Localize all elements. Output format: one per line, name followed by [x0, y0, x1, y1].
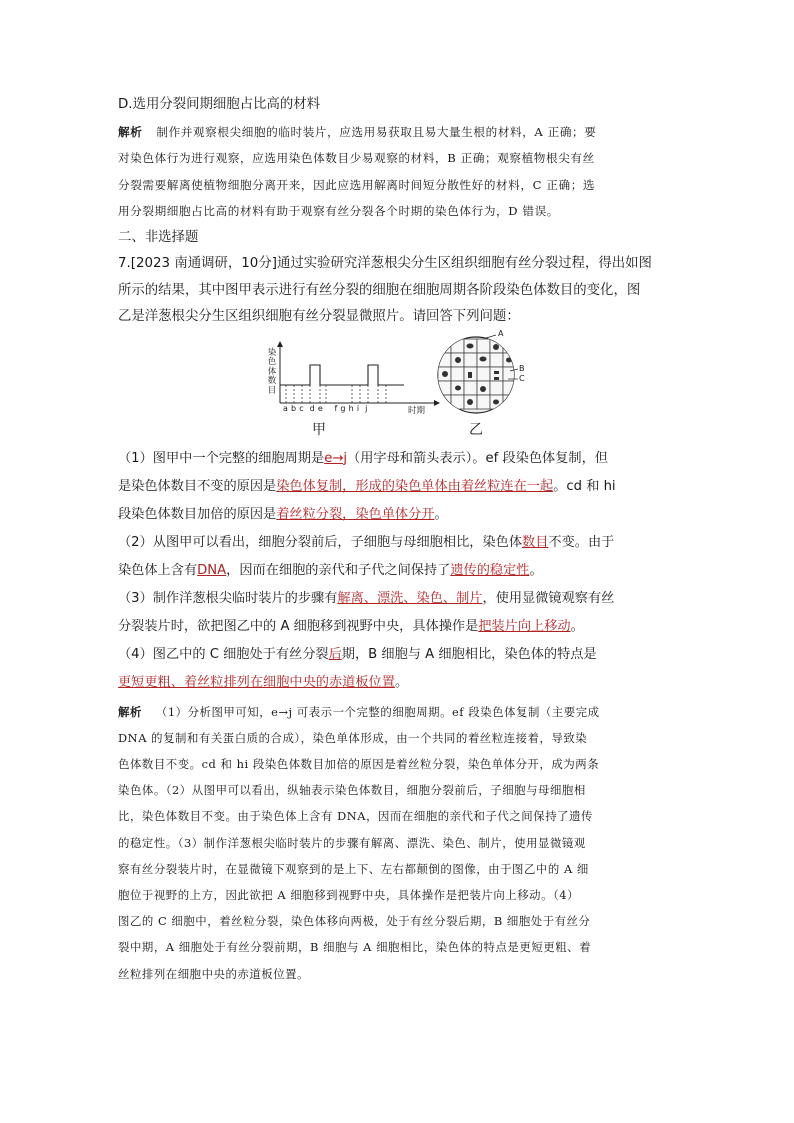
explanation-line: 比，染色体数目不变。由于染色体上含有 DNA，因而在细胞的亲代和子代之间保持了遗传: [118, 809, 593, 824]
answer-7: 解离、漂洗、染色、制片: [337, 590, 483, 606]
answer-3: 着丝粒分裂，染色单体分开: [276, 506, 435, 522]
figure-a-ylabel: 染 色 体 数 目: [267, 347, 277, 396]
figure-b-micrograph: [436, 333, 526, 419]
q3-text: 。: [570, 618, 584, 634]
explanation-2: [118, 699, 678, 987]
q2-text: （2）从图甲可以看出，细胞分裂前后，子细胞与母细胞相比，染色体: [118, 534, 523, 550]
document-page: [118, 92, 678, 987]
explanation-label: 解析: [118, 704, 142, 719]
q1-text: 是染色体数目不变的原因是: [118, 478, 277, 494]
explanation-line: 对染色体行为进行观察，应选用染色体数目少易观察的材料，B 正确；观察植物根尖有丝: [118, 151, 595, 165]
q1-text: （用字母和箭头表示）。ef 段染色体复制，但: [347, 450, 608, 466]
explanation-line: 用分裂期细胞占比高的材料有助于观察有丝分裂各个时期的染色体行为，D 错误。: [118, 204, 559, 218]
q2-text: ，因而在细胞的亲代和子代之间保持了: [226, 562, 451, 578]
q3-text: 分裂装片时，欲把图乙中的 A 细胞移到视野中央，具体操作是: [118, 618, 479, 634]
q1-text: 。cd 和 hi: [553, 478, 616, 494]
micro-label-c: C: [519, 373, 525, 383]
explanation-line: 色体数目不变。cd 和 hi 段染色体数目加倍的原因是着丝粒分裂，染色单体分开，成为两条: [118, 756, 600, 771]
explanation-line: DNA 的复制和有关蛋白质的合成），染色单体形成，由一个共同的着丝粒连接着，导致染: [118, 730, 588, 745]
q2-text: 不变。由于: [548, 534, 615, 550]
q1-text: 。: [434, 506, 448, 522]
answer-9: 后: [328, 646, 342, 662]
stem-line: 乙是洋葱根尖分生区组织细胞有丝分裂显微照片。请回答下列问题：: [118, 309, 520, 324]
explanation-line: 制作并观察根尖细胞的临时装片，应选用易获取且易大量生根的材料，A 正确；要: [156, 124, 597, 139]
explanation-line: 染色体。（2）从图甲可以看出，纵轴表示染色体数目，细胞分裂前后，子细胞与母细胞相: [118, 783, 586, 798]
q4-text: 。: [394, 674, 409, 690]
option-d: D.选用分裂间期细胞占比高的材料: [118, 97, 321, 112]
figure-a-caption: 甲: [312, 421, 326, 438]
answer-8: 把装片向上移动: [478, 618, 571, 634]
answer-6: 遗传的稳定性: [450, 562, 530, 578]
stem-line: 所示的结果，其中图甲表示进行有丝分裂的细胞在细胞周期各阶段染色体数目的变化，图: [118, 282, 641, 298]
figure-a-ticks: a b c d e f g h i j: [283, 403, 368, 413]
answer-4: 数目: [522, 534, 549, 550]
q3-text: ，使用显微镜观察有丝: [482, 590, 615, 606]
answer-5: DNA: [197, 562, 227, 578]
explanation-line: 丝粒排列在细胞中央的赤道板位置。: [118, 966, 310, 981]
section-heading: 二、非选择题: [118, 229, 199, 245]
q2-text: 。: [529, 562, 543, 578]
explanation-1: [118, 119, 678, 225]
q4-text: 期，B 细胞与 A 细胞相比，染色体的特点是: [341, 646, 597, 662]
q4-text: （4）图乙中的 C 细胞处于有丝分裂: [118, 646, 329, 662]
explanation-line: 胞位于视野的上方，因此欲把 A 细胞移到视野中央，具体操作是把装片向上移动。（4）: [118, 887, 580, 902]
explanation-label: 解析: [118, 124, 143, 139]
q3-text: （3）制作洋葱根尖临时装片的步骤有: [118, 590, 338, 606]
figure-b-caption: 乙: [469, 421, 483, 438]
explanation-line: 图乙的 C 细胞中，着丝粒分裂，染色体移向两极，处于有丝分裂后期，B 细胞处于有丝分: [118, 914, 591, 929]
figure: [118, 328, 678, 439]
micro-label-b: B: [519, 363, 525, 373]
micro-label-a: A: [498, 328, 504, 338]
answer-2: 染色体复制，形成的染色单体由着丝粒连在一起: [276, 478, 554, 494]
explanation-line: 裂中期，A 细胞处于有丝分裂前期，B 细胞与 A 细胞相比，染色体的特点是更短更粗、着: [118, 940, 592, 955]
q1-text: 段染色体数目加倍的原因是: [118, 506, 277, 522]
figure-a-xlabel: 时期: [408, 405, 426, 416]
q1-text: （1）图甲中一个完整的细胞周期是: [118, 450, 325, 466]
answer-1: e→j: [324, 450, 348, 466]
explanation-line: 察有丝分裂装片时，在显微镜下观察到的是上下、左右都颠倒的图像，由于图乙中的 A 细: [118, 861, 589, 876]
question-7-stem: [118, 251, 678, 331]
answer-10: 更短更粗、着丝粒排列在细胞中央的赤道板位置: [118, 674, 395, 690]
answers: [118, 445, 678, 697]
explanation-line: 分裂需要解离使植物细胞分离开来，因此应选用解离时间短分散性好的材料，C 正确；选: [118, 177, 596, 192]
explanation-line: 的稳定性。（3）制作洋葱根尖临时装片的步骤有解离、漂洗、染色、制片，使用显微镜观: [118, 835, 586, 850]
q2-text: 染色体上含有: [118, 562, 198, 578]
stem-line: 7.[2023 南通调研，10分]通过实验研究洋葱根尖分生区组织细胞有丝分裂过程，得出如图: [118, 256, 652, 271]
explanation-line: （1）分析图甲可知，e→j 可表示一个完整的细胞周期。ef 段染色体复制（主要完成: [155, 704, 600, 719]
